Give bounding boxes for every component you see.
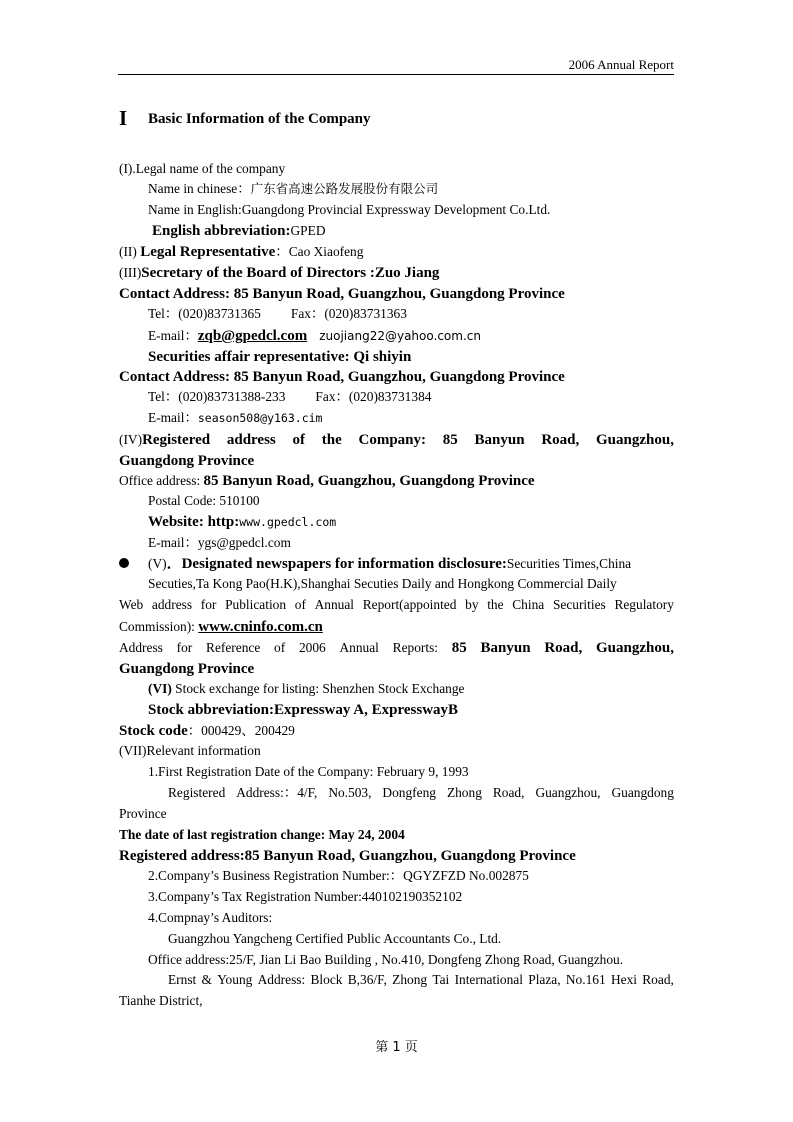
business-registration-number: 2.Company’s Business Registration Number:：QGYZFZD No.002875 (148, 868, 529, 883)
ey-word: Hexi (610, 972, 637, 987)
auditor-yangcheng: Guangzhou Yangcheng Certified Public Accountants Co., Ltd. (168, 931, 502, 946)
reg-word: Guangzhou, (535, 785, 601, 800)
ref-word: 85 (451, 640, 467, 656)
auditors-label: 4.Compnay’s Auditors: (148, 910, 273, 925)
legal-rep-sep: ： (275, 244, 289, 259)
ref-word: Guangzhou, (596, 640, 674, 656)
first-registration-date: 1.First Registration Date of the Company: February 9, 1993 (148, 764, 469, 779)
ref-word: Banyun (480, 640, 531, 656)
web-word: China (512, 597, 545, 612)
reg-word: Zhong (446, 785, 482, 800)
legal-representative (119, 243, 674, 261)
cninfo-link[interactable]: www.cninfo.com.cn (198, 619, 323, 635)
reg-word: Road, (492, 785, 525, 800)
website-label: Website: http: (148, 514, 240, 530)
reg-word: Guangzhou, (596, 432, 674, 448)
newspapers-label: ．Designated newspapers for information disclosure: (166, 556, 507, 572)
email-label: E-mail： (148, 535, 198, 550)
section-prefix: (VI) (148, 681, 172, 696)
fax-2: Fax：(020)83731384 (315, 389, 432, 404)
last-registration-change: The date of last registration change: May 24, 2004 (119, 827, 405, 842)
reg-word: Registered (142, 432, 211, 448)
tax-registration-number: 3.Company’s Tax Registration Number:440102190352102 (148, 889, 463, 904)
newspapers-line2: Secuties,Ta Kong Pao(H.K),Shanghai Secuties Daily and Hongkong Commercial Daily (148, 576, 617, 591)
email-link-zuojiang[interactable]: zuojiang22@yahoo.com.cn (319, 329, 481, 343)
website (148, 513, 674, 531)
registered-address-line (119, 431, 674, 449)
web-word: by (465, 597, 479, 612)
web-word: Web (119, 597, 144, 612)
ey-word: Young (217, 972, 253, 987)
reg-word: address (226, 432, 276, 448)
office-address (119, 472, 674, 490)
web-word: Annual (314, 597, 355, 612)
website-link[interactable]: www.gpedcl.com (239, 515, 337, 529)
page-number: 第 1 页 (375, 1040, 418, 1055)
ey-word: Tai (432, 972, 450, 987)
tel-fax-2 (148, 388, 674, 406)
board-secretary (119, 264, 674, 282)
web-address-line2 (119, 618, 674, 636)
reg-word: 85 (442, 432, 458, 448)
stock-code-value: ：000429、200429 (187, 723, 295, 738)
legal-name-heading: (I).Legal name of the company (119, 161, 286, 176)
ey-word: & (201, 972, 212, 987)
header-rule (118, 74, 674, 75)
name-in-chinese (148, 180, 674, 198)
abbr-label: English abbreviation: (152, 223, 291, 239)
stock-code-label: Stock code (119, 723, 188, 739)
contact-address-1: Contact Address: 85 Banyun Road, Guangzhou, Guangdong Province (119, 286, 565, 302)
section-prefix: (II) (119, 244, 141, 259)
name-cn-value: 广东省高速公路发展股份有限公司 (250, 181, 439, 196)
web-word: Securities (552, 597, 606, 612)
reg-word: of (292, 432, 306, 448)
ref-word: Reports: (392, 640, 439, 655)
email-link-zqb[interactable]: zqb@gpedcl.com (197, 328, 308, 344)
ey-word: Address: (257, 972, 306, 987)
reg-word: Address:：4/F, (236, 785, 318, 800)
web-word: the (487, 597, 504, 612)
email-2 (148, 409, 674, 427)
email-link-season[interactable]: season508@y163.cim (197, 411, 323, 425)
tel-1: Tel：(020)83731365 (148, 306, 261, 321)
tel-2: Tel：(020)83731388-233 (148, 389, 286, 404)
english-abbreviation (152, 222, 678, 240)
relevant-info-heading: (VII)Relevant information (119, 743, 261, 758)
ey-word: Zhong (392, 972, 428, 987)
web-word: Publication (225, 597, 287, 612)
legal-rep-label: Legal Representative (140, 244, 276, 260)
web-word: Regulatory (614, 597, 674, 612)
ref-word: for (176, 640, 193, 655)
stock-exchange (148, 680, 674, 698)
exchange-value: Stock exchange for listing: Shenzhen Stock Exchange (171, 681, 465, 696)
contact-address-2: Contact Address: 85 Banyun Road, Guangzhou, Guangdong Province (119, 369, 565, 385)
reference-address-line2: Guangdong Province (119, 661, 255, 677)
abbr-value: GPED (290, 223, 326, 238)
reg-word: Road, (541, 432, 580, 448)
name-in-english: Name in English:Guangdong Provincial Expressway Development Co.Ltd. (148, 202, 551, 217)
ey-word: International (454, 972, 523, 987)
reg-word: Banyun (474, 432, 525, 448)
reference-address-line (119, 639, 674, 657)
reg-word: Registered (168, 785, 226, 800)
name-cn-label: Name in chinese： (148, 181, 251, 196)
email-label: E-mail： (148, 328, 198, 343)
running-header: 2006 Annual Report (568, 57, 674, 72)
section-prefix: (V) (148, 556, 167, 571)
reg-word: the (321, 432, 342, 448)
office-value: 85 Banyun Road, Guangzhou, Guangdong Province (203, 473, 535, 489)
reg-first-word (119, 431, 210, 449)
section-title: Basic Information of the Company (148, 111, 371, 127)
reg-word: Dongfeng (382, 785, 436, 800)
section-number: I (119, 106, 128, 130)
reg-word: No.503, (328, 785, 372, 800)
bullet-icon (119, 558, 129, 568)
fax-1: Fax：(020)83731363 (290, 306, 407, 321)
ref-word: of (274, 640, 286, 655)
current-registered-address: Registered address:85 Banyun Road, Guangzhou, Guangdong Province (119, 848, 576, 864)
web-word: Report(appointed (362, 597, 457, 612)
web-word: address (151, 597, 193, 612)
email-1 (148, 327, 674, 345)
legal-rep-value: Cao Xiaofeng (288, 244, 364, 259)
office-label: Office address: (119, 473, 204, 488)
ey-word: Road, (642, 972, 674, 987)
ref-word: Reference (206, 640, 261, 655)
ey-word: Block (310, 972, 343, 987)
auditor-ernst-young (168, 971, 674, 989)
web-word: of (294, 597, 306, 612)
section-prefix: (IV) (119, 432, 143, 447)
postal-code: Postal Code: 510100 (148, 493, 260, 508)
ey-word: Ernst (168, 972, 197, 987)
stock-code (119, 722, 674, 740)
commission-label: Commission): (119, 619, 199, 634)
section-prefix: (III) (119, 265, 142, 280)
web-address-line (119, 596, 674, 614)
registered-address-1993-line2: Province (119, 806, 167, 821)
ey-word: No.161 (565, 972, 606, 987)
ey-word: Plaza, (528, 972, 561, 987)
email-3 (148, 534, 674, 552)
registered-address-line2: Guangdong Province (119, 453, 255, 469)
ey-word: B,36/F, (347, 972, 387, 987)
reg-word: Company: (358, 432, 427, 448)
newspapers-value: Securities Times,China (506, 556, 632, 571)
designated-newspapers (148, 555, 674, 573)
email-label: E-mail： (148, 410, 198, 425)
stock-abbreviation: Stock abbreviation:Expressway A, ExpresswayB (148, 702, 459, 718)
tel-fax-1 (148, 305, 674, 323)
reg-word: Guangdong (611, 785, 674, 800)
web-word: for (200, 597, 217, 612)
auditor-ernst-young-line2: Tianhe District, (119, 993, 203, 1008)
secretary-value: Secretary of the Board of Directors :Zuo Jiang (141, 265, 440, 281)
registered-address-1993 (168, 784, 674, 802)
email-link-ygs[interactable]: ygs@gpedcl.com (197, 535, 291, 550)
ref-word: Annual (339, 640, 379, 655)
auditor-yangcheng-office: Office address:25/F, Jian Li Bao Building , No.410, Dongfeng Zhong Road, Guangzhou. (148, 952, 624, 967)
ref-word: Address (119, 640, 163, 655)
ref-word: 2006 (298, 640, 326, 655)
securities-representative: Securities affair representative: Qi shiyin (148, 349, 412, 365)
ref-word: Road, (544, 640, 583, 656)
